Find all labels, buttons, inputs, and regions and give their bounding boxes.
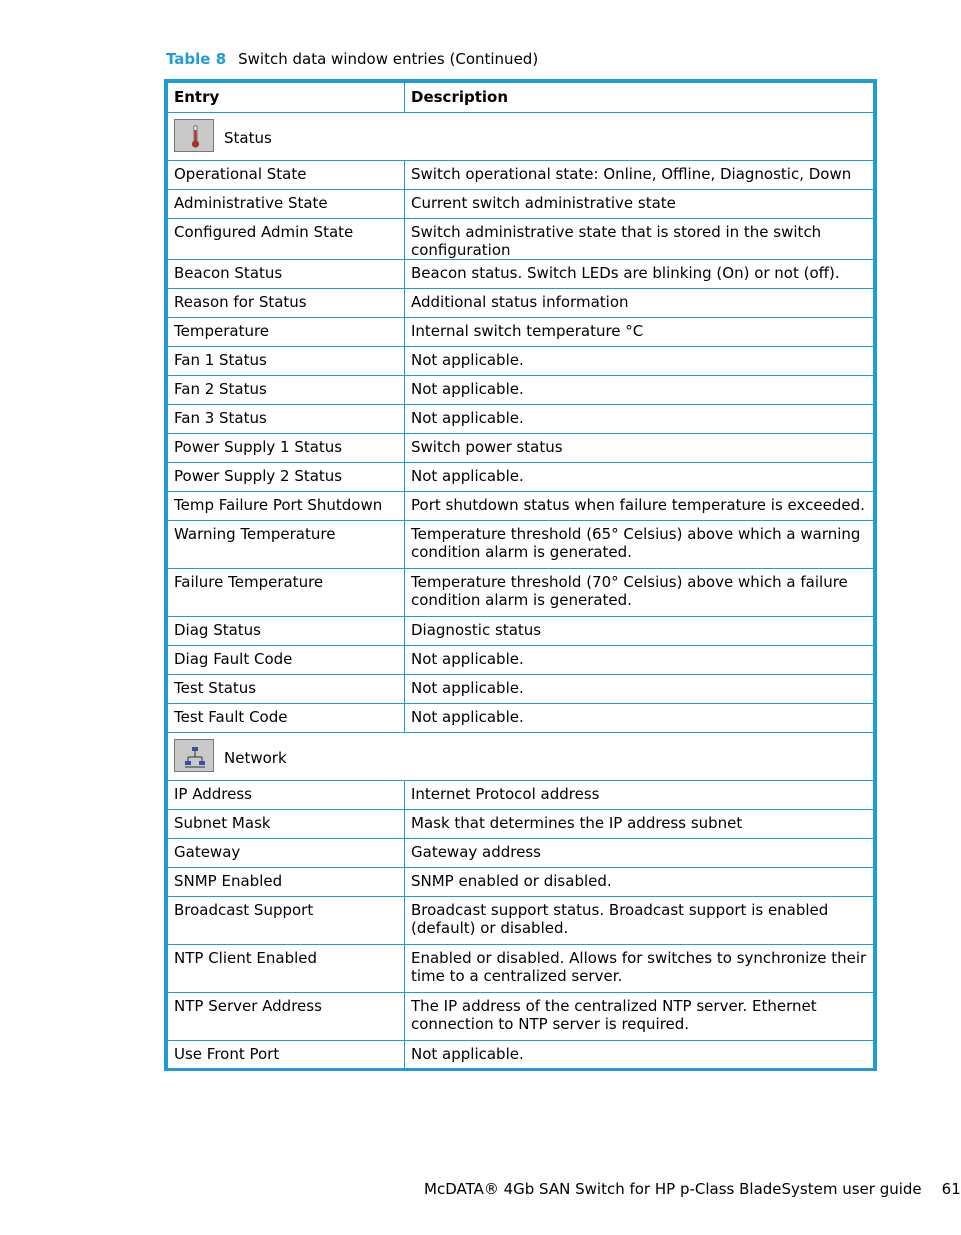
description-cell: Current switch administrative state <box>405 190 874 219</box>
header-description: Description <box>405 83 874 113</box>
description-cell: Port shutdown status when failure temperature is exceeded. <box>405 492 874 521</box>
table-row <box>168 376 874 405</box>
table-row <box>168 161 874 190</box>
entry-cell: Beacon Status <box>168 260 405 289</box>
section-label: Network <box>224 749 287 767</box>
section-row-network <box>168 733 874 781</box>
data-table <box>164 79 877 1071</box>
entry-cell: Warning Temperature <box>168 521 405 569</box>
table-row <box>168 675 874 704</box>
description-cell: Switch power status <box>405 434 874 463</box>
description-cell: Not applicable. <box>405 405 874 434</box>
entry-cell: Failure Temperature <box>168 569 405 617</box>
entry-cell: Reason for Status <box>168 289 405 318</box>
page-footer <box>424 1180 961 1198</box>
table-row <box>168 897 874 945</box>
description-cell: Not applicable. <box>405 1041 874 1070</box>
description-cell: Switch operational state: Online, Offline, Diagnostic, Down <box>405 161 874 190</box>
description-cell: Gateway address <box>405 839 874 868</box>
description-cell: Enabled or disabled. Allows for switches to synchronize their time to a centralized server. <box>405 945 874 993</box>
table-row <box>168 781 874 810</box>
description-cell: Beacon status. Switch LEDs are blinking (On) or not (off). <box>405 260 874 289</box>
description-cell: SNMP enabled or disabled. <box>405 868 874 897</box>
description-cell: Mask that determines the IP address subnet <box>405 810 874 839</box>
table-row <box>168 521 874 569</box>
page-number: 61 <box>941 1180 961 1198</box>
entry-cell: Fan 3 Status <box>168 405 405 434</box>
table-row <box>168 617 874 646</box>
description-cell: Not applicable. <box>405 646 874 675</box>
description-cell: Diagnostic status <box>405 617 874 646</box>
table-row <box>168 839 874 868</box>
entry-cell: Subnet Mask <box>168 810 405 839</box>
description-cell: Internet Protocol address <box>405 781 874 810</box>
table-row <box>168 463 874 492</box>
description-cell: Broadcast support status. Broadcast support is enabled (default) or disabled. <box>405 897 874 945</box>
table-title: Switch data window entries (Continued) <box>238 50 539 68</box>
section-row-status <box>168 113 874 161</box>
table-row <box>168 1041 874 1070</box>
table-row <box>168 492 874 521</box>
entry-cell: Power Supply 2 Status <box>168 463 405 492</box>
description-cell: Switch administrative state that is stored in the switch configuration <box>405 219 874 260</box>
entry-cell: Temperature <box>168 318 405 347</box>
table-row <box>168 810 874 839</box>
network-icon <box>174 739 214 772</box>
entry-cell: Broadcast Support <box>168 897 405 945</box>
description-cell: Temperature threshold (65° Celsius) above which a warning condition alarm is generated. <box>405 521 874 569</box>
table-caption <box>166 50 538 68</box>
section-label: Status <box>224 129 272 147</box>
description-cell: Not applicable. <box>405 675 874 704</box>
table-row <box>168 993 874 1041</box>
table-row <box>168 219 874 260</box>
table-row <box>168 260 874 289</box>
table-row <box>168 868 874 897</box>
entry-cell: Gateway <box>168 839 405 868</box>
table-row <box>168 405 874 434</box>
entry-cell: IP Address <box>168 781 405 810</box>
table-row <box>168 569 874 617</box>
entry-cell: Test Fault Code <box>168 704 405 733</box>
table-row <box>168 646 874 675</box>
table-row <box>168 347 874 376</box>
entry-cell: Configured Admin State <box>168 219 405 260</box>
header-entry: Entry <box>168 83 405 113</box>
description-cell: The IP address of the centralized NTP server. Ethernet connection to NTP server is required. <box>405 993 874 1041</box>
entry-cell: NTP Client Enabled <box>168 945 405 993</box>
entry-cell: SNMP Enabled <box>168 868 405 897</box>
table-row <box>168 190 874 219</box>
entry-cell: Power Supply 1 Status <box>168 434 405 463</box>
table-row <box>168 289 874 318</box>
description-cell: Not applicable. <box>405 376 874 405</box>
entry-cell: Fan 1 Status <box>168 347 405 376</box>
thermometer-icon <box>174 119 214 152</box>
entry-cell: Diag Status <box>168 617 405 646</box>
entry-cell: Use Front Port <box>168 1041 405 1070</box>
table-row <box>168 434 874 463</box>
entry-cell: Administrative State <box>168 190 405 219</box>
entry-cell: Test Status <box>168 675 405 704</box>
footer-title: McDATA® 4Gb SAN Switch for HP p-Class BladeSystem user guide <box>424 1180 922 1198</box>
description-cell: Internal switch temperature °C <box>405 318 874 347</box>
entry-cell: Diag Fault Code <box>168 646 405 675</box>
description-cell: Not applicable. <box>405 347 874 376</box>
table-number: Table 8 <box>166 50 227 68</box>
table-row <box>168 704 874 733</box>
description-cell: Additional status information <box>405 289 874 318</box>
entry-cell: Temp Failure Port Shutdown <box>168 492 405 521</box>
table-header-row <box>168 83 874 113</box>
entry-cell: Operational State <box>168 161 405 190</box>
description-cell: Not applicable. <box>405 704 874 733</box>
entry-cell: NTP Server Address <box>168 993 405 1041</box>
table-row <box>168 318 874 347</box>
entry-cell: Fan 2 Status <box>168 376 405 405</box>
table-row <box>168 945 874 993</box>
description-cell: Not applicable. <box>405 463 874 492</box>
description-cell: Temperature threshold (70° Celsius) above which a failure condition alarm is generated. <box>405 569 874 617</box>
